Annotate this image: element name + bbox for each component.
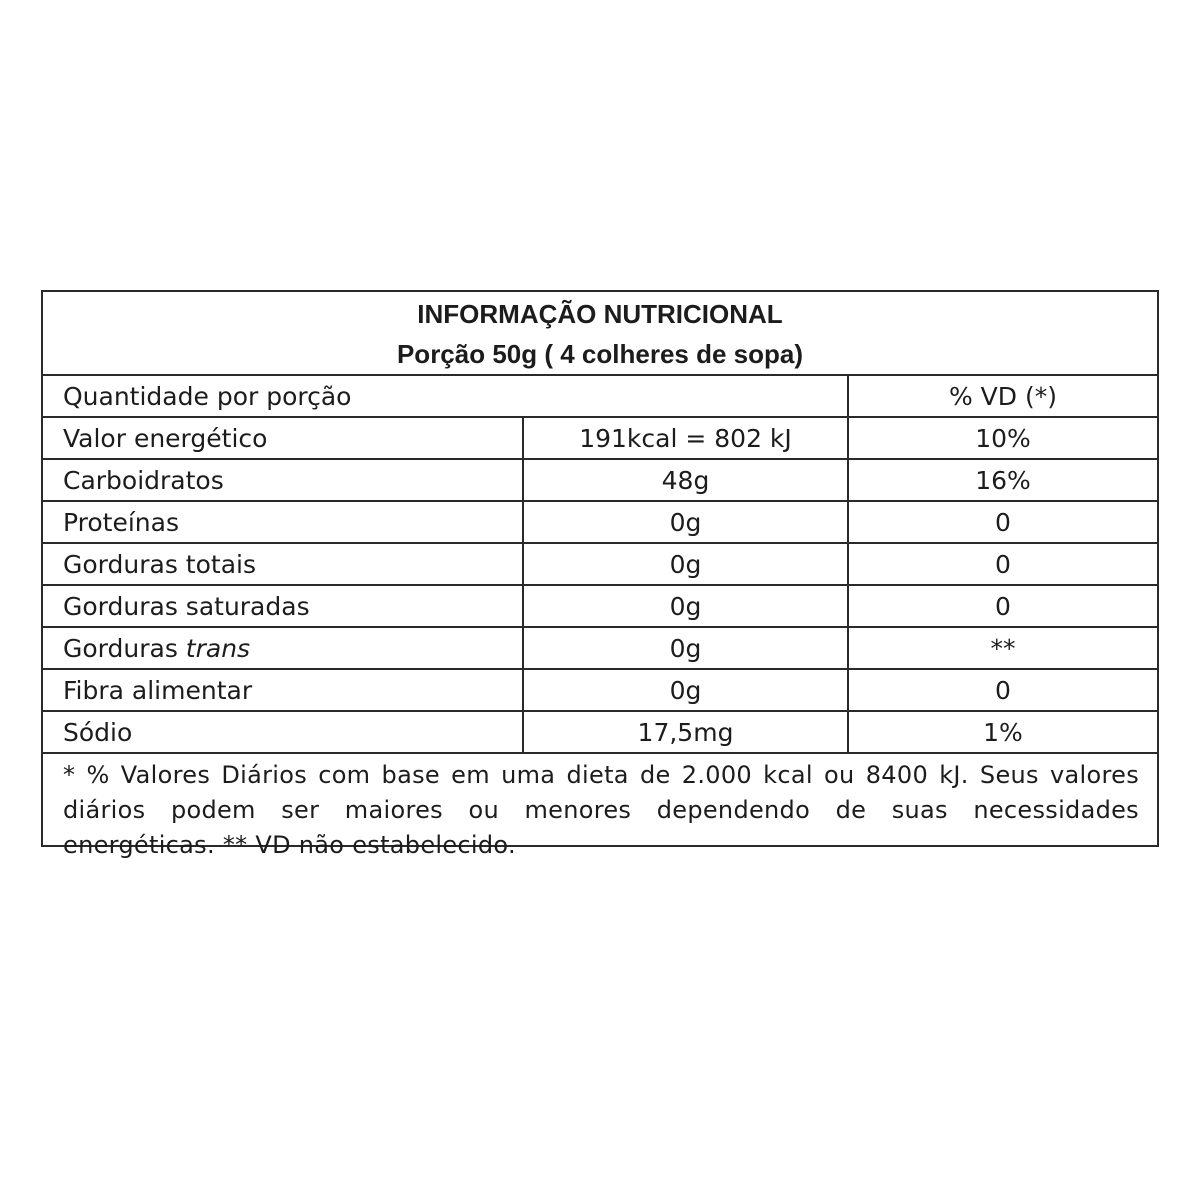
nutrient-amount: 0g (523, 585, 848, 627)
table-row (43, 543, 1157, 585)
nutrient-amount: 48g (523, 459, 848, 501)
nutrient-name: Gorduras saturadas (43, 585, 523, 627)
table-row (43, 627, 1157, 669)
table-row (43, 459, 1157, 501)
nutrient-name (43, 627, 523, 669)
footnote: * % Valores Diários com base em uma dieta de 2.000 kcal ou 8400 kJ. Seus valores diários podem ser maiores ou menores dependendo de suas necessidades energéticas. ** VD não estabelecido. (63, 761, 1139, 859)
nutrient-name: Valor energético (43, 417, 523, 459)
label-title: INFORMAÇÃO NUTRICIONAL (417, 299, 783, 329)
nutrient-name: Fibra alimentar (43, 669, 523, 711)
nutrient-name: Gorduras totais (43, 543, 523, 585)
nutrient-name-italic: trans (185, 633, 251, 663)
table-row (43, 585, 1157, 627)
nutrient-name: Proteínas (43, 501, 523, 543)
nutrient-name: Carboidratos (43, 459, 523, 501)
nutrient-name-prefix: Gorduras (63, 633, 186, 663)
quantity-per-portion-label: Quantidade por porção (43, 376, 848, 417)
nutrient-vd: 0 (848, 543, 1157, 585)
vd-header: % VD (*) (848, 376, 1157, 417)
nutrient-amount: 0g (523, 627, 848, 669)
nutrient-vd: 0 (848, 501, 1157, 543)
table-row (43, 501, 1157, 543)
table-row (43, 417, 1157, 459)
nutrient-amount: 191kcal = 802 kJ (523, 417, 848, 459)
nutrient-name: Sódio (43, 711, 523, 753)
nutrient-vd: 0 (848, 585, 1157, 627)
table-row (43, 669, 1157, 711)
nutrient-vd: 10% (848, 417, 1157, 459)
nutrient-vd: ** (848, 627, 1157, 669)
table-row (43, 711, 1157, 753)
nutrient-amount: 0g (523, 669, 848, 711)
portion-size: Porção 50g ( 4 colheres de sopa) (396, 339, 804, 369)
nutrient-amount: 0g (523, 543, 848, 585)
nutrient-vd: 0 (848, 669, 1157, 711)
label-header (43, 292, 1157, 376)
nutrition-facts-label (41, 290, 1159, 859)
nutrient-vd: 16% (848, 459, 1157, 501)
nutrient-vd: 1% (848, 711, 1157, 753)
nutrient-amount: 0g (523, 501, 848, 543)
table-header-row (43, 376, 1157, 417)
nutrition-table (43, 376, 1157, 754)
nutrient-amount: 17,5mg (523, 711, 848, 753)
